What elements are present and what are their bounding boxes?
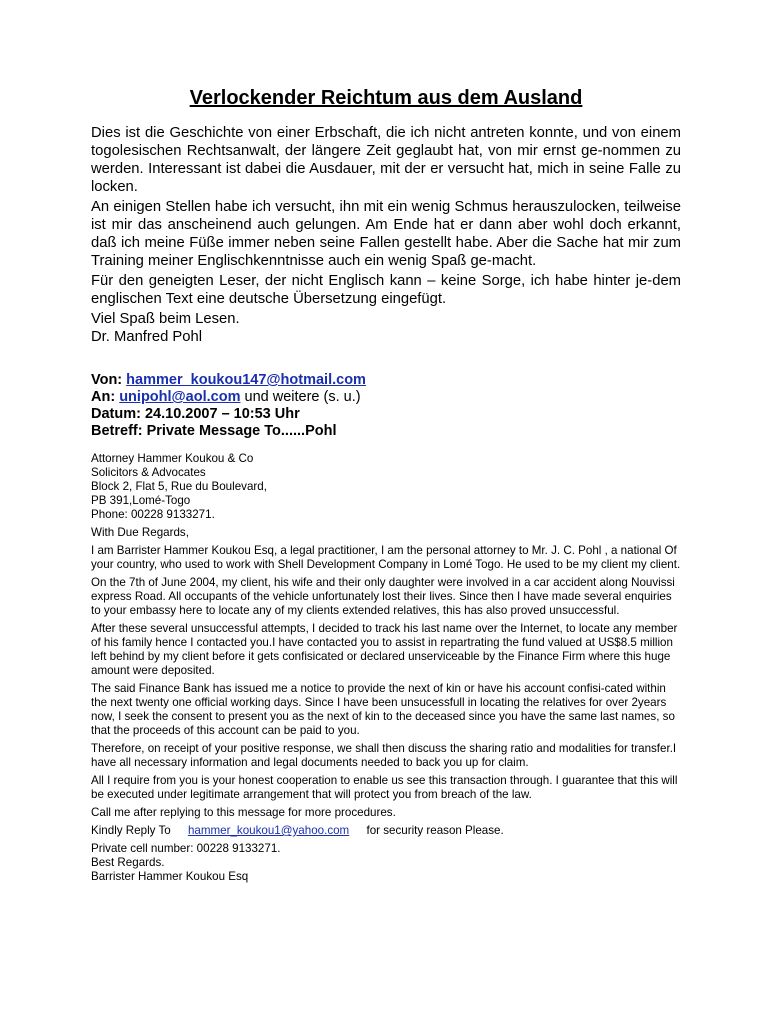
- to-extra: und weitere (s. u.): [244, 389, 361, 405]
- page-title: Verlockender Reichtum aus dem Ausland: [189, 87, 583, 109]
- subject-row: Betreff: Private Message To......Pohl: [91, 423, 337, 439]
- letter-paragraph-2: On the 7th of June 2004, my client, his wife and their only daughter were involved in a car accident along Nouvissi express Road. All occupants of the vehicle unfortunately lost their lives. Since then I have made several enquiries to your embassy here to locate any of my clients extended relatives, this has also proved unsuccessful.: [91, 576, 675, 617]
- intro-closing: Viel Spaß beim Lesen.: [91, 311, 240, 327]
- intro-section: [91, 124, 681, 346]
- intro-paragraph-2: An einigen Stellen habe ich versucht, ihn mit ein wenig Schmus herauszulocken, teilweise ist mir das anscheinend auch gelungen. Am Ende hat er dann aber wohl doch erkannt, daß ich meine Füße immer neben seine Fallen gestellt habe. Aber die Sache hat mir zum Training meiner Englischkenntnisse auch ein wenig Spaß ge-macht.: [91, 199, 681, 269]
- intro-signature: Dr. Manfred Pohl: [91, 329, 203, 345]
- from-email-link[interactable]: hammer_koukou147@hotmail.com: [126, 372, 366, 388]
- document-page: [91, 86, 681, 888]
- letter-paragraph-1: I am Barrister Hammer Koukou Esq, a legal practitioner, I am the personal attorney to Mr. J. C. Pohl , a national Of your country, who used to work with Shell Development Company in Lomé Togo. He used to be my client my client.: [91, 544, 681, 571]
- from-row: [91, 372, 681, 389]
- sender-address: [91, 452, 681, 522]
- letter-paragraph-4: The said Finance Bank has issued me a notice to provide the next of kin or have his account confisi-cated within the next twenty one official working days. Since I have been unsucessfull in locating the relatives for over 2years now, I seek the consent to present you as the next of kin to the deceased since you have the same last names, so that the proceeds of this account can be paid to you.: [91, 682, 675, 737]
- letter-paragraph-6: All I require from you is your honest cooperation to enable us see this transaction through. I guarantee that this will be executed under legitimate arrangement that will protect you from breach of the law.: [91, 774, 678, 801]
- intro-paragraph-1: Dies ist die Geschichte von einer Erbschaft, die ich nicht antreten konnte, und von einem togolesischen Rechtsanwalt, der längere Zeit geglaubt hat, von mir ernst ge-nommen zu werden. Interessant ist dabei die Ausdauer, mit der er versucht hat, mich in seine Falle zu locken.: [91, 125, 681, 195]
- to-row: [91, 389, 681, 406]
- signature-line: Best Regards.: [91, 856, 165, 869]
- from-label: Von:: [91, 372, 123, 388]
- address-line: PB 391,Lomé-Togo: [91, 494, 191, 507]
- to-label: An:: [91, 389, 116, 405]
- email-header: [91, 372, 681, 440]
- letter-greeting: With Due Regards,: [91, 526, 189, 539]
- letter-paragraph-3: After these several unsuccessful attempts, I decided to track his last name over the Internet, to locate any member of his family hence I contacted you.I have contacted you to assist in repartrating the fund valued at US$8.5 million left behind by my client before it gets confisicated or declared unserviceable by the Finance Firm where this huge amount were deposited.: [91, 622, 678, 677]
- date-row: Datum: 24.10.2007 – 10:53 Uhr: [91, 406, 300, 422]
- reply-email-link[interactable]: hammer_koukou1@yahoo.com: [187, 824, 350, 837]
- reply-prefix: Kindly Reply To: [91, 824, 171, 837]
- address-line: Block 2, Flat 5, Rue du Boulevard,: [91, 480, 267, 493]
- address-line: Phone: 00228 9133271.: [91, 508, 215, 521]
- reply-line: [91, 824, 681, 838]
- letter-body: [91, 452, 681, 884]
- signature-line: Private cell number: 00228 9133271.: [91, 842, 281, 855]
- letter-paragraph-7: Call me after replying to this message for more procedures.: [91, 806, 396, 819]
- letter-paragraph-5: Therefore, on receipt of your positive response, we shall then discuss the sharing ratio and modalities for transfer.I have all necessary information and legal documents needed to back you up for claim.: [91, 742, 677, 769]
- signature-line: Barrister Hammer Koukou Esq: [91, 870, 249, 883]
- intro-paragraph-3: Für den geneigten Leser, der nicht Englisch kann – keine Sorge, ich habe hinter je-dem englischen Text eine deutsche Übersetzung eingefügt.: [91, 273, 681, 307]
- address-line: Attorney Hammer Koukou & Co: [91, 452, 254, 465]
- reply-suffix: for security reason Please.: [366, 824, 504, 837]
- to-email-link[interactable]: unipohl@aol.com: [119, 389, 241, 405]
- address-line: Solicitors & Advocates: [91, 466, 206, 479]
- letter-signature: [91, 842, 681, 884]
